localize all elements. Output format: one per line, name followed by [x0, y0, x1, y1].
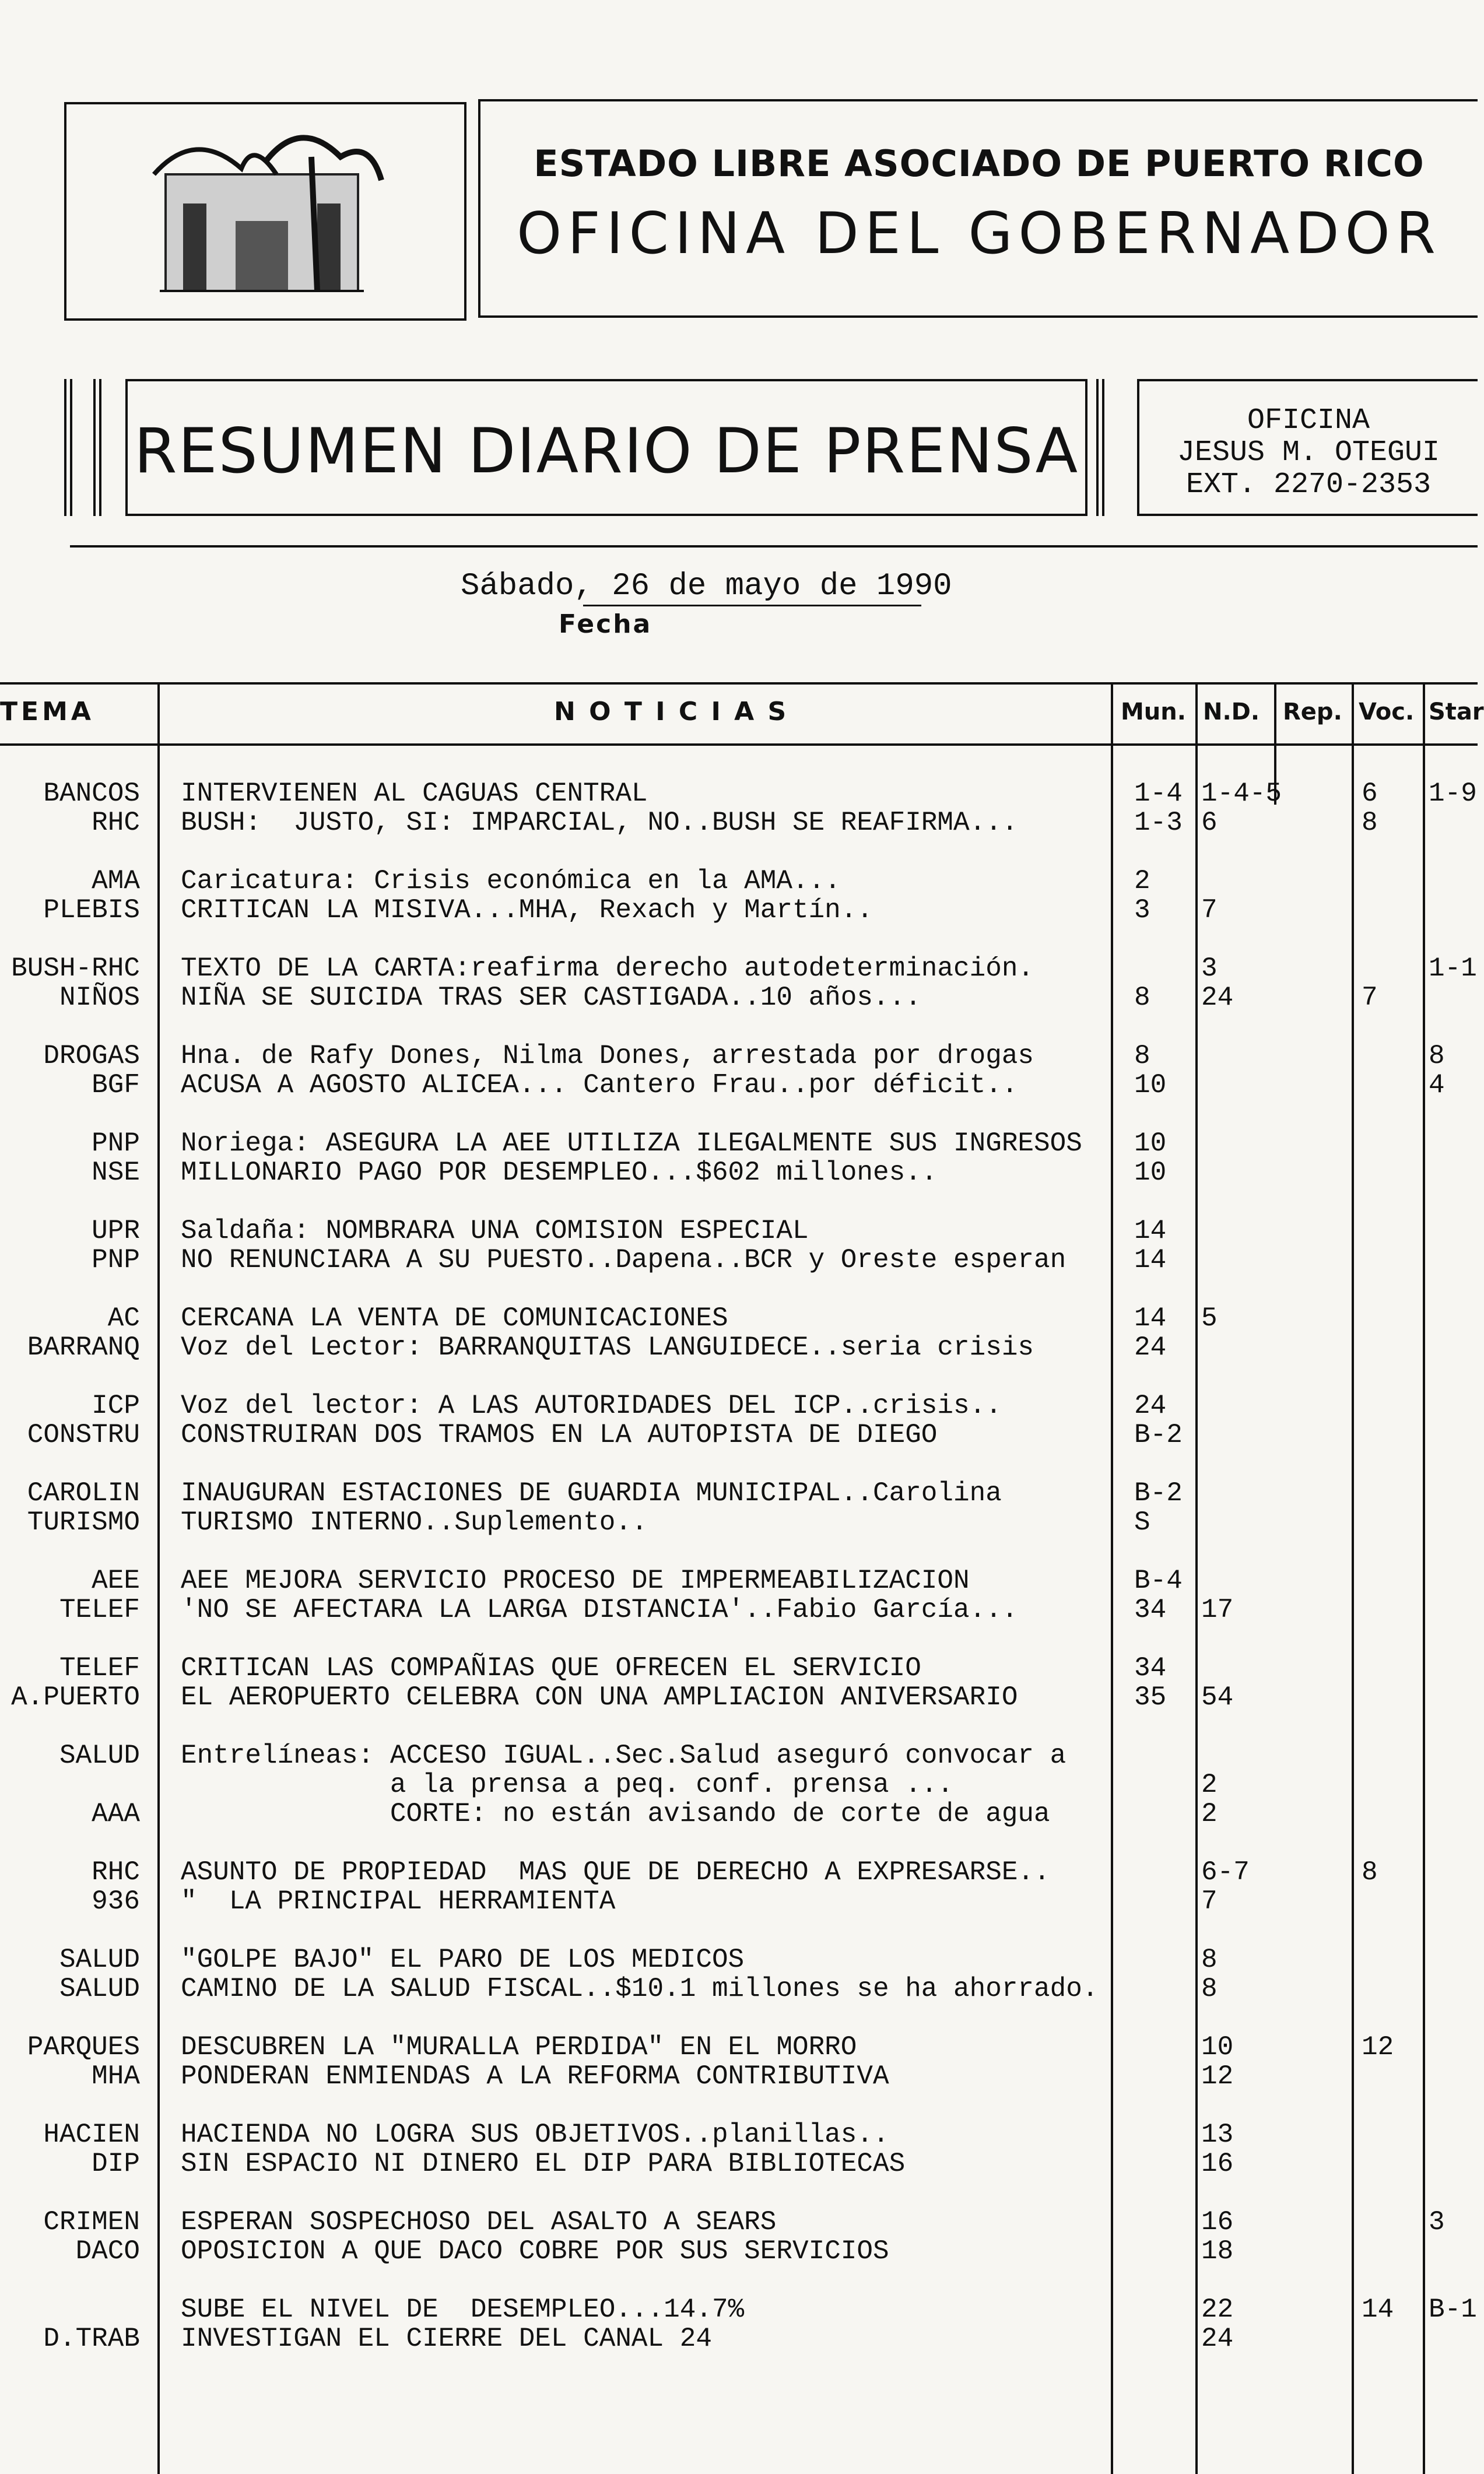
row-noticia: CERCANA LA VENTA DE COMUNICACIONES [181, 1303, 728, 1333]
row-tema: DACO [75, 2236, 140, 2266]
left-bar-ornament [64, 379, 72, 516]
row-nd: 12 [1201, 2061, 1234, 2092]
row-mun: 24 [1134, 1332, 1167, 1363]
row-noticia: Voz del lector: A LAS AUTORIDADES DEL ICP..crisis.. [181, 1391, 1002, 1421]
row-noticia: HACIENDA NO LOGRA SUS OBJETIVOS..planillas.. [181, 2119, 889, 2150]
date-label: Fecha [559, 609, 652, 639]
row-tema: BUSH-RHC [11, 953, 140, 984]
row-mun: 8 [1134, 1041, 1150, 1071]
row-star: 1-1 [1429, 953, 1477, 984]
row-mun: 14 [1134, 1303, 1167, 1333]
row-tema: BANCOS [43, 778, 140, 809]
row-nd: 8 [1201, 1974, 1218, 2004]
row-tema: PNP [92, 1245, 140, 1275]
row-noticia: SIN ESPACIO NI DINERO EL DIP PARA BIBLIOTECAS [181, 2149, 906, 2179]
row-star: 4 [1429, 1070, 1445, 1100]
row-star: 1-9 [1429, 778, 1477, 809]
contact-line: EXT. 2270-2353 [1185, 468, 1432, 501]
column-divider [1111, 682, 1113, 2474]
row-tema: AAA [92, 1799, 140, 1829]
row-mun: B-2 [1134, 1478, 1183, 1508]
contact-line: OFICINA [1247, 404, 1370, 437]
row-mun: 10 [1134, 1070, 1167, 1100]
row-noticia: AEE MEJORA SERVICIO PROCESO DE IMPERMEABILIZACION [181, 1566, 970, 1596]
row-tema: SALUD [59, 1740, 140, 1771]
row-noticia: Caricatura: Crisis económica en la AMA... [181, 866, 841, 896]
row-noticia: CONSTRUIRAN DOS TRAMOS EN LA AUTOPISTA DE DIEGO [181, 1420, 938, 1450]
row-nd: 17 [1201, 1595, 1234, 1625]
row-noticia: ASUNTO DE PROPIEDAD MAS QUE DE DERECHO A EXPRESARSE.. [181, 1857, 1050, 1887]
row-noticia: TURISMO INTERNO..Suplemento.. [181, 1507, 648, 1538]
contact-box [1137, 379, 1478, 516]
row-tema: BGF [92, 1070, 140, 1100]
row-voc: 12 [1362, 2032, 1394, 2062]
row-tema: SALUD [59, 1974, 140, 2004]
row-tema: RHC [92, 1857, 140, 1887]
row-tema: HACIEN [43, 2119, 140, 2150]
row-nd: 5 [1201, 1303, 1218, 1333]
row-noticia: Noriega: ASEGURA LA AEE UTILIZA ILEGALMENTE SUS INGRESOS [181, 1128, 1082, 1159]
row-tema: DIP [92, 2149, 140, 2179]
row-nd: 3 [1201, 953, 1218, 984]
row-noticia: CRITICAN LAS COMPAÑIAS QUE OFRECEN EL SERVICIO [181, 1653, 921, 1683]
row-voc: 7 [1362, 982, 1378, 1013]
row-tema: ICP [92, 1391, 140, 1421]
row-tema: RHC [92, 808, 140, 838]
row-mun: 35 [1134, 1682, 1167, 1713]
row-tema: CONSTRU [27, 1420, 140, 1450]
row-tema: TURISMO [27, 1507, 140, 1538]
title-box [478, 99, 1478, 318]
row-mun: 2 [1134, 866, 1150, 896]
row-tema: MHA [92, 2061, 140, 2092]
row-nd: 18 [1201, 2236, 1234, 2266]
row-noticia: " LA PRINCIPAL HERRAMIENTA [181, 1886, 616, 1917]
col-header-mun: Mun. [1121, 699, 1186, 725]
row-noticia: TEXTO DE LA CARTA:reafirma derecho autodeterminación. [181, 953, 1034, 984]
row-tema: TELEF [59, 1595, 140, 1625]
row-noticia: ESPERAN SOSPECHOSO DEL ASALTO A SEARS [181, 2207, 777, 2237]
row-voc: 14 [1362, 2294, 1394, 2325]
row-nd: 16 [1201, 2207, 1234, 2237]
row-voc: 8 [1362, 808, 1378, 838]
date-underline [583, 605, 921, 606]
row-mun: S [1134, 1507, 1150, 1538]
row-mun: 14 [1134, 1216, 1167, 1246]
row-noticia: INVESTIGAN EL CIERRE DEL CANAL 24 [181, 2324, 712, 2354]
row-tema: PARQUES [27, 2032, 140, 2062]
row-star: B-1 [1429, 2294, 1477, 2325]
row-noticia: NO RENUNCIARA A SU PUESTO..Dapena..BCR y Oreste esperan [181, 1245, 1066, 1275]
row-star: 8 [1429, 1041, 1445, 1071]
row-tema: AEE [92, 1566, 140, 1596]
row-noticia: INAUGURAN ESTACIONES DE GUARDIA MUNICIPAL..Carolina [181, 1478, 1002, 1508]
row-nd: 16 [1201, 2149, 1234, 2179]
table-header-rule [0, 743, 1478, 746]
row-noticia: DESCUBREN LA "MURALLA PERDIDA" EN EL MORRO [181, 2032, 857, 2062]
column-divider [1352, 682, 1354, 2474]
row-nd: 24 [1201, 982, 1234, 1013]
row-noticia: BUSH: JUSTO, SI: IMPARCIAL, NO..BUSH SE REAFIRMA... [181, 808, 1018, 838]
row-tema: 936 [92, 1886, 140, 1917]
row-mun: B-4 [1134, 1566, 1183, 1596]
row-mun: 1-4 [1134, 778, 1183, 809]
contact-line: JESUS M. OTEGUI [1177, 436, 1440, 469]
row-voc: 6 [1362, 778, 1378, 809]
row-tema: PLEBIS [43, 895, 140, 925]
row-mun: 34 [1134, 1595, 1167, 1625]
row-nd: 2 [1201, 1799, 1218, 1829]
row-noticia: PONDERAN ENMIENDAS A LA REFORMA CONTRIBUTIVA [181, 2061, 889, 2092]
row-nd: 10 [1201, 2032, 1234, 2062]
row-mun: 24 [1134, 1391, 1167, 1421]
row-noticia: Entrelíneas: ACCESO IGUAL..Sec.Salud aseguró convocar a [181, 1740, 1066, 1771]
date-value: Sábado, 26 de mayo de 1990 [461, 569, 952, 604]
row-tema: AMA [92, 866, 140, 896]
col-header-voc: Voc. [1359, 699, 1415, 725]
row-mun: 10 [1134, 1157, 1167, 1188]
row-mun: 10 [1134, 1128, 1167, 1159]
row-nd: 13 [1201, 2119, 1234, 2150]
row-nd: 1-4-5 [1201, 778, 1282, 809]
row-noticia: OPOSICION A QUE DACO COBRE POR SUS SERVICIOS [181, 2236, 889, 2266]
left-bar-ornament [93, 379, 101, 516]
row-noticia: Hna. de Rafy Dones, Nilma Dones, arrestada por drogas [181, 1041, 1034, 1071]
divider [70, 545, 1478, 548]
row-noticia: EL AEROPUERTO CELEBRA CON UNA AMPLIACION ANIVERSARIO [181, 1682, 1018, 1713]
row-tema: SALUD [59, 1945, 140, 1975]
row-tema: NIÑOS [59, 982, 140, 1013]
page-title: RESUMEN DIARIO DE PRENSA [134, 415, 1079, 487]
row-mun: B-2 [1134, 1420, 1183, 1450]
row-noticia: a la prensa a peq. conf. prensa ... [181, 1770, 954, 1800]
row-tema: UPR [92, 1216, 140, 1246]
office-name: OFICINA DEL GOBERNADOR [517, 201, 1441, 267]
row-noticia: SUBE EL NIVEL DE DESEMPLEO...14.7% [181, 2294, 745, 2325]
row-nd: 7 [1201, 1886, 1218, 1917]
column-divider [1195, 682, 1198, 2474]
row-nd: 54 [1201, 1682, 1234, 1713]
row-tema: AC [107, 1303, 140, 1333]
row-tema: A.PUERTO [11, 1682, 140, 1713]
row-tema: TELEF [59, 1653, 140, 1683]
row-nd: 2 [1201, 1770, 1218, 1800]
row-noticia: ACUSA A AGOSTO ALICEA... Cantero Frau..por déficit.. [181, 1070, 1018, 1100]
row-tema: D.TRAB [43, 2324, 140, 2354]
row-noticia: Voz del Lector: BARRANQUITAS LANGUIDECE..seria crisis [181, 1332, 1034, 1363]
row-star: 3 [1429, 2207, 1445, 2237]
row-tema: CAROLIN [27, 1478, 140, 1508]
row-mun: 14 [1134, 1245, 1167, 1275]
column-divider [1423, 682, 1425, 2474]
col-header-star: Star [1429, 699, 1484, 725]
building-logo-icon [66, 104, 469, 323]
row-noticia: MILLONARIO PAGO POR DESEMPLEO...$602 millones.. [181, 1157, 938, 1188]
row-nd: 22 [1201, 2294, 1234, 2325]
row-nd: 7 [1201, 895, 1218, 925]
row-noticia: CRITICAN LA MISIVA...MHA, Rexach y Martín.. [181, 895, 873, 925]
logo-box [64, 102, 466, 321]
row-nd: 6-7 [1201, 1857, 1250, 1887]
column-divider [157, 682, 160, 2474]
row-noticia: "GOLPE BAJO" EL PARO DE LOS MEDICOS [181, 1945, 745, 1975]
row-tema: DROGAS [43, 1041, 140, 1071]
row-mun: 3 [1134, 895, 1150, 925]
row-noticia: INTERVIENEN AL CAGUAS CENTRAL [181, 778, 648, 809]
row-noticia: NIÑA SE SUICIDA TRAS SER CASTIGADA..10 años... [181, 982, 921, 1013]
row-nd: 24 [1201, 2324, 1234, 2354]
title-banner [125, 379, 1087, 516]
row-noticia: CAMINO DE LA SALUD FISCAL..$10.1 millones se ha ahorrado. [181, 1974, 1099, 2004]
col-header-tema: TEMA [0, 697, 94, 727]
row-noticia: Saldaña: NOMBRARA UNA COMISION ESPECIAL [181, 1216, 809, 1246]
state-name: ESTADO LIBRE ASOCIADO DE PUERTO RICO [534, 142, 1425, 185]
col-header-rep: Rep. [1283, 699, 1342, 725]
row-noticia: CORTE: no están avisando de corte de agua [181, 1799, 1050, 1829]
row-noticia: 'NO SE AFECTARA LA LARGA DISTANCIA'..Fabio García... [181, 1595, 1018, 1625]
row-voc: 8 [1362, 1857, 1378, 1887]
row-nd: 8 [1201, 1945, 1218, 1975]
col-header-noticias: N O T I C I A S [554, 697, 789, 727]
row-nd: 6 [1201, 808, 1218, 838]
table-top-rule [0, 682, 1478, 685]
row-mun: 8 [1134, 982, 1150, 1013]
right-bar-ornament [1096, 379, 1104, 516]
row-tema: PNP [92, 1128, 140, 1159]
row-mun: 34 [1134, 1653, 1167, 1683]
row-mun: 1-3 [1134, 808, 1183, 838]
row-tema: BARRANQ [27, 1332, 140, 1363]
col-header-nd: N.D. [1203, 699, 1260, 725]
row-tema: CRIMEN [43, 2207, 140, 2237]
row-tema: NSE [92, 1157, 140, 1188]
